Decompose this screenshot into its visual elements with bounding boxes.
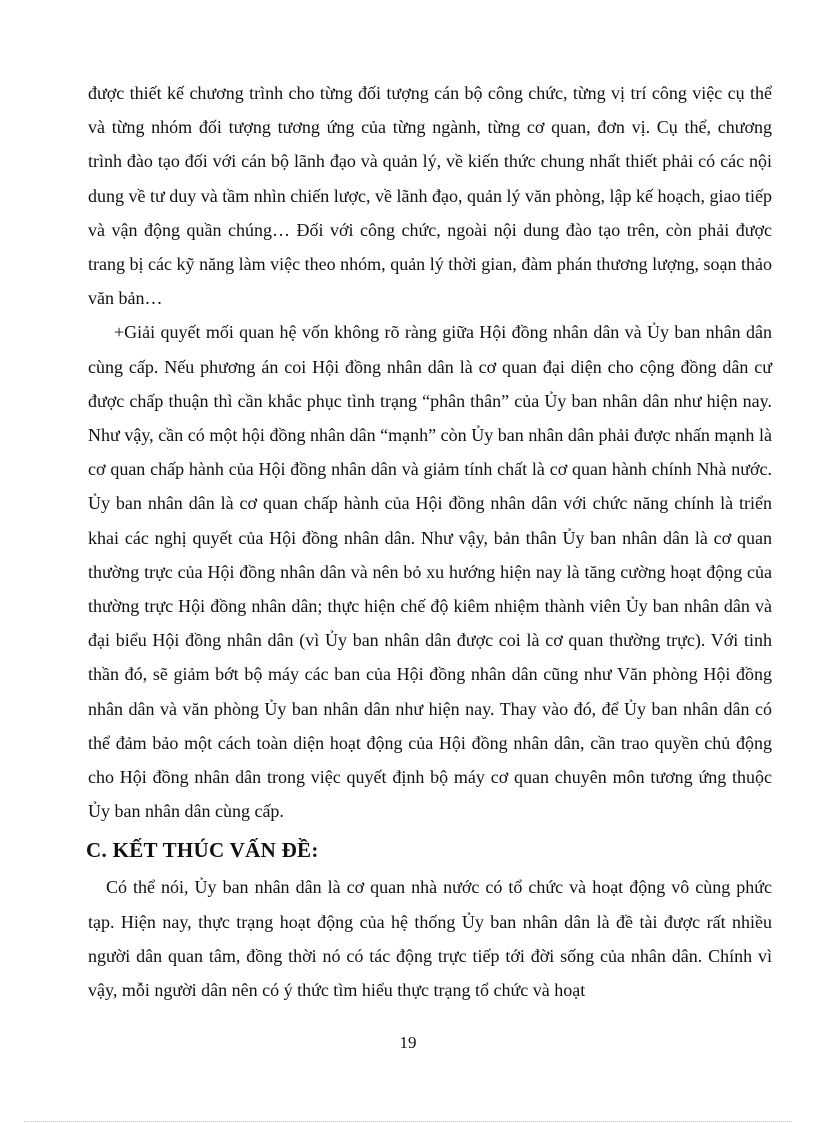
section-heading: C. KẾT THÚC VẤN ĐỀ: bbox=[86, 838, 319, 863]
page-number: 19 bbox=[399, 1033, 417, 1052]
body-paragraph-relationship: +Giải quyết mối quan hệ vốn không rõ ràng giữa Hội đồng nhân dân và Ủy ban nhân dân cùng cấp. Nếu phương án coi Hội đồng nhân dân là cơ quan đại diện cho cộng đồng dân cư được chấp thuận thì cần khắc phục tình trạng “phân thân” của Ủy ban nhân dân như hiện nay. Như vậy, cần có một hội đồng nhân dân “mạnh” còn Ủy ban nhân dân phải được nhấn mạnh là cơ quan chấp hành của Hội đồng nhân dân và giảm tính chất là cơ quan hành chính Nhà nước. Ủy ban nhân dân là cơ quan chấp hành của Hội đồng nhân dân với chức năng chính là triển khai các nghị quyết của Hội đồng nhân dân. Như vậy, bản thân Ủy ban nhân dân là cơ quan thường trực của Hội đồng nhân dân và nên bỏ xu hướng hiện nay là tăng cường hoạt động của thường trực Hội đồng nhân dân; thực hiện chế độ kiêm nhiệm thành viên Ủy ban nhân dân và đại biểu Hội đồng nhân dân (vì Ủy ban nhân dân được coi là cơ quan thường trực). Với tinh thần đó, sẽ giảm bớt bộ máy các ban của Hội đồng nhân dân cũng như Văn phòng Hội đồng nhân dân và văn phòng Ủy ban nhân dân như hiện nay. Thay vào đó, để Ủy ban nhân dân có thể đảm bảo một cách toàn diện hoạt động của Hội đồng nhân dân, cần trao quyền chủ động cho Hội đồng nhân dân trong việc quyết định bộ máy cơ quan chuyên môn tương ứng thuộc Ủy ban nhân dân cùng cấp. bbox=[88, 322, 772, 822]
document-page bbox=[88, 76, 772, 1007]
body-paragraph-continued: được thiết kế chương trình cho từng đối tượng cán bộ công chức, từng vị trí công việc cụ thể và từng nhóm đối tượng tương ứng của từng ngành, từng cơ quan, đơn vị. Cụ thể, chương trình đào tạo đối với cán bộ lãnh đạo và quản lý, về kiến thức chung nhất thiết phải có các nội dung về tư duy và tầm nhìn chiến lược, về lãnh đạo, quản lý văn phòng, lập kế hoạch, giao tiếp và vận động quần chúng… Đối với công chức, ngoài nội dung đào tạo trên, còn phải được trang bị các kỹ năng làm việc theo nhóm, quản lý thời gian, đàm phán thương lượng, soạn thảo văn bản… bbox=[88, 83, 772, 309]
footer-divider bbox=[24, 1121, 792, 1122]
body-paragraph-conclusion: Có thể nói, Ủy ban nhân dân là cơ quan nhà nước có tổ chức và hoạt động vô cùng phức tạp. Hiện nay, thực trạng hoạt động của hệ thống Ủy ban nhân dân là đề tài được rất nhiều người dân quan tâm, đồng thời nó có tác động trực tiếp tới đời sống của nhân dân. Chính vì vậy, mỗi người dân nên có ý thức tìm hiểu thực trạng tổ chức và hoạt bbox=[88, 877, 772, 1001]
